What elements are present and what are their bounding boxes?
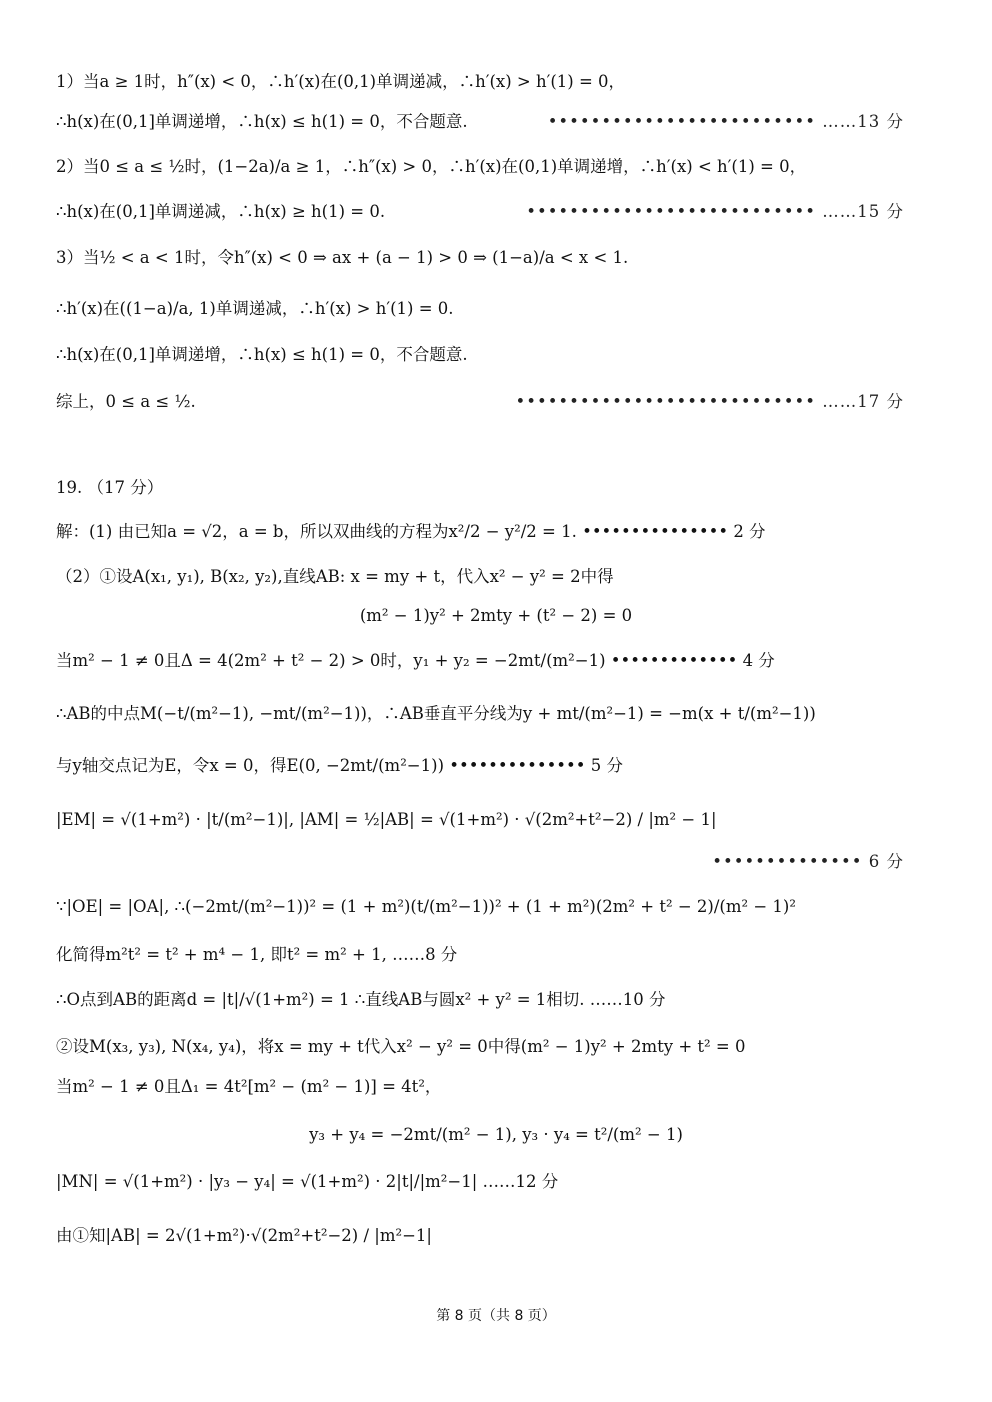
solution-line-3: 2）当0 ≤ a ≤ ½时，(1−2a)/a ≥ 1，∴h″(x) > 0，∴h′(x)在(0,1)单调递增，∴h′(x) < h′(1) = 0， xyxy=(56,157,807,176)
score-13: ••••••••••••••••••••••••• ……13 分 xyxy=(547,112,904,131)
solution-19-line-13: 由①知|AB| = 2√(1+m²)·√(2m²+t²−2) / |m²−1| xyxy=(56,1226,432,1245)
solution-19-line-10: ②设M(x₃, y₃), N(x₄, y₄)，将x = my + t代入x² − y² = 0中得(m² − 1)y² + 2mty + t² = 0 xyxy=(56,1037,746,1056)
solution-19-line-4: ∴AB的中点M(−t/(m²−1), −mt/(m²−1))，∴AB垂直平分线为y + mt/(m²−1) = −m(x + t/(m²−1)) xyxy=(56,704,816,723)
solution-19-line-5: 与y轴交点记为E，令x = 0，得E(0, −2mt/(m²−1)) •••••••••••••• 5 分 xyxy=(56,756,623,775)
solution-line-7: ∴h(x)在(0,1]单调递增，∴h(x) ≤ h(1) = 0，不合题意. xyxy=(56,345,468,364)
solution-line-6: ∴h′(x)在((1−a)/a, 1)单调递减，∴h′(x) > h′(1) = 0. xyxy=(56,299,454,318)
equation-vieta: y₃ + y₄ = −2mt/(m² − 1), y₃ · y₄ = t²/(m² − 1) xyxy=(309,1125,683,1144)
page-footer: 第 8 页（共 8 页） xyxy=(436,1308,556,1324)
solution-19-line-3: 当m² − 1 ≠ 0且Δ = 4(2m² + t² − 2) > 0时，y₁ + y₂ = −2mt/(m²−1) ••••••••••••• 4 分 xyxy=(56,651,775,670)
solution-19-line-11: 当m² − 1 ≠ 0且Δ₁ = 4t²[m² − (m² − 1)] = 4t²， xyxy=(56,1077,442,1096)
solution-line-1: 1）当a ≥ 1时，h″(x) < 0，∴h′(x)在(0,1)单调递减，∴h′(x) > h′(1) = 0， xyxy=(56,72,626,91)
equation-quadratic: (m² − 1)y² + 2mty + (t² − 2) = 0 xyxy=(359,606,633,625)
solution-line-4: ∴h(x)在(0,1]单调递减，∴h(x) ≥ h(1) = 0. ••••••••••••••••••••••••••• ……15 分 xyxy=(56,200,904,224)
score-15: ••••••••••••••••••••••••••• ……15 分 xyxy=(526,202,904,221)
score-6: •••••••••••••• 6 分 xyxy=(712,852,904,871)
solution-19-line-9: ∴O点到AB的距离d = |t|/√(1+m²) = 1 ∴直线AB与圆x² + y² = 1相切. ……10 分 xyxy=(56,990,666,1009)
solution-19-line-2: （2）①设A(x₁, y₁), B(x₂, y₂),直线AB: x = my + t，代入x² − y² = 2中得 xyxy=(56,567,614,586)
solution-line-2: ∴h(x)在(0,1]单调递增，∴h(x) ≤ h(1) = 0，不合题意. ••••••••••••••••••••••••• ……13 分 xyxy=(56,110,904,134)
score-17: •••••••••••••••••••••••••••• ……17 分 xyxy=(515,392,904,411)
problem-19-heading: 19. （17 分） xyxy=(56,478,164,497)
solution-19-line-7: ∵|OE| = |OA|, ∴(−2mt/(m²−1))² = (1 + m²)(t/(m²−1))² + (1 + m²)(2m² + t² − 2)/(m² − 1)² xyxy=(56,897,796,916)
solution-19-line-8: 化简得m²t² = t² + m⁴ − 1, 即t² = m² + 1, ……8 分 xyxy=(56,945,458,964)
score-6-line xyxy=(56,850,904,874)
solution-19-line-1: 解：(1) 由已知a = √2，a = b，所以双曲线的方程为x²/2 − y²/2 = 1. ••••••••••••••• 2 分 xyxy=(56,522,766,541)
solution-19-line-6: |EM| = √(1+m²) · |t/(m²−1)|, |AM| = ½|AB| = √(1+m²) · √(2m²+t²−2) / |m² − 1| xyxy=(56,810,717,829)
solution-line-8: 综上，0 ≤ a ≤ ½. •••••••••••••••••••••••••••• ……17 分 xyxy=(56,390,904,414)
solution-line-5: 3）当½ < a < 1时，令h″(x) < 0 ⇒ ax + (a − 1) > 0 ⇒ (1−a)/a < x < 1. xyxy=(56,248,629,267)
solution-19-line-12: |MN| = √(1+m²) · |y₃ − y₄| = √(1+m²) · 2|t|/|m²−1| ……12 分 xyxy=(56,1172,559,1191)
